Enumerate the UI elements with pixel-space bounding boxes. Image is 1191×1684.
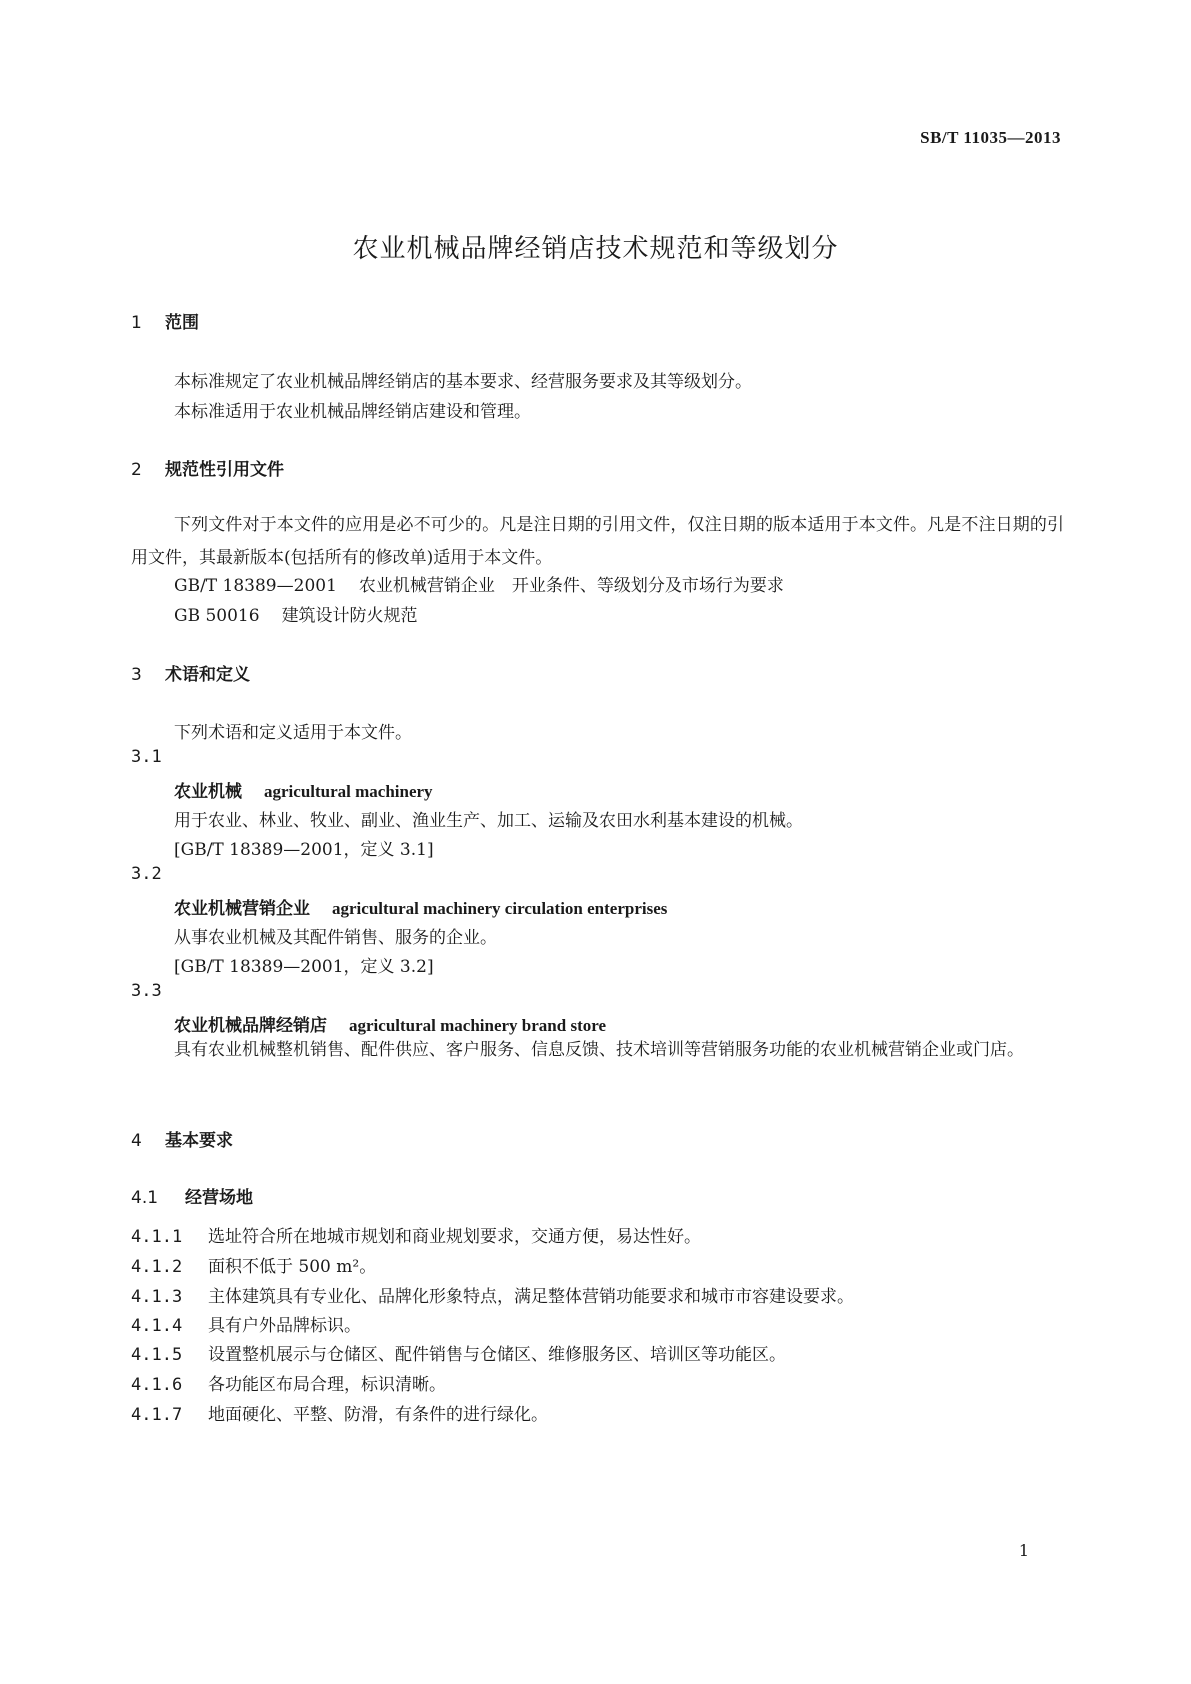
section-number: 3 [131, 665, 142, 685]
clause-text: 面积不低于 500 m²。 [208, 1257, 377, 1277]
document-title: 农业机械品牌经销店技术规范和等级划分 [352, 234, 839, 264]
section-title: 基本要求 [165, 1131, 233, 1151]
clause-number: 4.1.7 [131, 1405, 183, 1425]
reference-item [174, 601, 418, 626]
clause-text: 设置整机展示与仓储区、配件销售与仓储区、维修服务区、培训区等功能区。 [208, 1345, 786, 1365]
clause-text: 主体建筑具有专业化、品牌化形象特点，满足整体营销功能要求和城市市容建设要求。 [208, 1287, 854, 1307]
term-number: 3.3 [131, 981, 162, 1001]
clause-item [131, 1252, 376, 1277]
term-name-en: agricultural machinery brand store [349, 1016, 607, 1035]
reference-code: GB 50016 [174, 606, 260, 626]
clause-item [131, 1400, 548, 1425]
paragraph: 下列术语和定义适用于本文件。 [174, 723, 412, 743]
section-heading-scope [131, 308, 199, 333]
clause-item [131, 1340, 786, 1365]
term-definition: 具有农业机械整机销售、配件供应、客户服务、信息反馈、技术培训等营销服务功能的农业机械营销企业或门店。 [174, 1040, 1024, 1060]
term-name-en: agricultural machinery circulation enterprises [332, 899, 668, 918]
clause-item [131, 1311, 361, 1336]
section-heading-basic-requirements [131, 1126, 233, 1151]
term-definition: 从事农业机械及其配件销售、服务的企业。 [174, 928, 497, 948]
clause-item [131, 1282, 854, 1307]
clause-text: 选址符合所在地城市规划和商业规划要求，交通方便，易达性好。 [208, 1227, 701, 1247]
section-title: 规范性引用文件 [165, 460, 284, 480]
section-heading-normative-references [131, 455, 284, 480]
paragraph: 本标准适用于农业机械品牌经销店建设和管理。 [174, 402, 531, 422]
clause-text: 地面硬化、平整、防滑，有条件的进行绿化。 [208, 1405, 548, 1425]
paragraph: 下列文件对于本文件的应用是必不可少的。凡是注日期的引用文件，仅注日期的版本适用于本文件。凡是不注日期的引用文件，其最新版本(包括所有的修改单)适用于本文件。 [131, 515, 1064, 568]
section-heading-terms [131, 660, 250, 685]
term-source: [GB/T 18389—2001，定义 3.2] [174, 957, 434, 977]
term-name [174, 777, 433, 802]
clause-item [131, 1370, 446, 1395]
reference-code: GB/T 18389—2001 [174, 576, 337, 596]
clause-number: 4.1.4 [131, 1316, 183, 1336]
term-name-en: agricultural machinery [264, 782, 433, 801]
section-title: 术语和定义 [165, 665, 250, 685]
section-title: 范围 [165, 313, 199, 333]
standard-code: SB/T 11035—2013 [920, 128, 1061, 147]
term-source: [GB/T 18389—2001，定义 3.1] [174, 840, 434, 860]
clause-number: 4.1.1 [131, 1227, 183, 1247]
reference-item [174, 571, 784, 596]
paragraph: 本标准规定了农业机械品牌经销店的基本要求、经营服务要求及其等级划分。 [174, 372, 752, 392]
term-name [174, 894, 667, 919]
term-number: 3.1 [131, 747, 162, 767]
reference-title: 农业机械营销企业 开业条件、等级划分及市场行为要求 [358, 576, 784, 596]
clause-number: 4.1.2 [131, 1257, 183, 1277]
subsection-number: 4.1 [131, 1188, 159, 1208]
clause-number: 4.1.3 [131, 1287, 183, 1307]
reference-title: 建筑设计防火规范 [281, 606, 418, 626]
term-name-cn: 农业机械营销企业 [174, 899, 310, 919]
term-definition: 用于农业、林业、牧业、副业、渔业生产、加工、运输及农田水利基本建设的机械。 [174, 811, 803, 831]
term-number: 3.2 [131, 864, 162, 884]
clause-text: 各功能区布局合理，标识清晰。 [208, 1375, 446, 1395]
section-number: 4 [131, 1131, 142, 1151]
subsection-heading-premises [131, 1183, 253, 1208]
clause-text: 具有户外品牌标识。 [208, 1316, 361, 1336]
page-number: 1 [1018, 1541, 1029, 1560]
subsection-title: 经营场地 [185, 1188, 253, 1208]
section-number: 2 [131, 460, 142, 480]
clause-number: 4.1.5 [131, 1345, 183, 1365]
term-name-cn: 农业机械品牌经销店 [174, 1016, 327, 1036]
clause-item [131, 1222, 701, 1247]
term-name-cn: 农业机械 [174, 782, 242, 802]
clause-number: 4.1.6 [131, 1375, 183, 1395]
term-name [174, 1011, 606, 1036]
section-number: 1 [131, 313, 142, 333]
